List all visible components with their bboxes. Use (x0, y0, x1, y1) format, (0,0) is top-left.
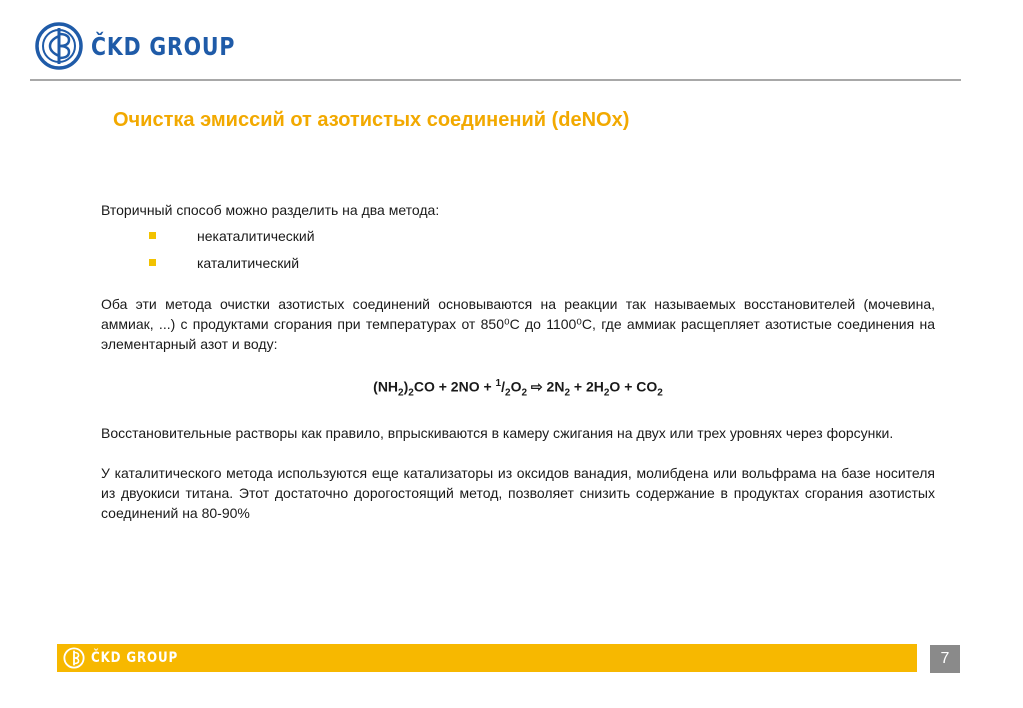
slide-body (101, 200, 935, 523)
paragraph-injection: Восстановительные растворы как правило, впрыскиваются в камеру сжигания на двух или трех уровнях через форсунки. (101, 425, 894, 442)
list-item-label: каталитический (197, 254, 300, 271)
paragraph-reaction: Оба эти метода очистки азотистых соединений основываются на реакции так называемых восстановителей (мочевина, аммиак, ...) с продуктами сгорания при температурах от 850⁰C до 1100⁰C, где аммиак расщепляет азотистые соединения на элементарный азот и воду: (101, 296, 935, 352)
intro-text: Вторичный способ можно разделить на два метода: (101, 202, 440, 218)
bullet-square-icon (149, 232, 156, 239)
list-item (101, 247, 935, 278)
method-list (101, 220, 935, 278)
ckd-emblem-icon (35, 22, 83, 70)
chemical-formula: $(NH_2)_2CO + 2NO + ^1/_2O_2$ ⇨ $2N_2 + 2H_2O + CO_2$ (373, 378, 663, 399)
footer-logo (63, 647, 193, 669)
footer-bar (57, 644, 917, 672)
paragraph-catalytic: У каталитического метода используются еще катализаторы из оксидов ванадия, молибдена или вольфрама на базе носителя из двуокиси титана. Этот достаточно дорогостоящий метод, позволяет снизить содержание в продуктах сгорания азотистых соединений на 80-90% (101, 465, 935, 522)
company-logo (35, 22, 267, 70)
footer-brand-text: ČKD GROUP (91, 650, 179, 666)
list-item-label: некаталитический (197, 227, 315, 244)
ckd-emblem-icon (63, 647, 85, 669)
slide-title: Очистка эмиссий от азотистых соединений (deNOx) (113, 109, 630, 131)
page-number: 7 (930, 645, 960, 673)
header-divider (30, 79, 961, 81)
logo-text: ČKD GROUP (91, 31, 236, 61)
bullet-square-icon (149, 259, 156, 266)
arrow-right-icon: ⇨ (527, 378, 547, 395)
